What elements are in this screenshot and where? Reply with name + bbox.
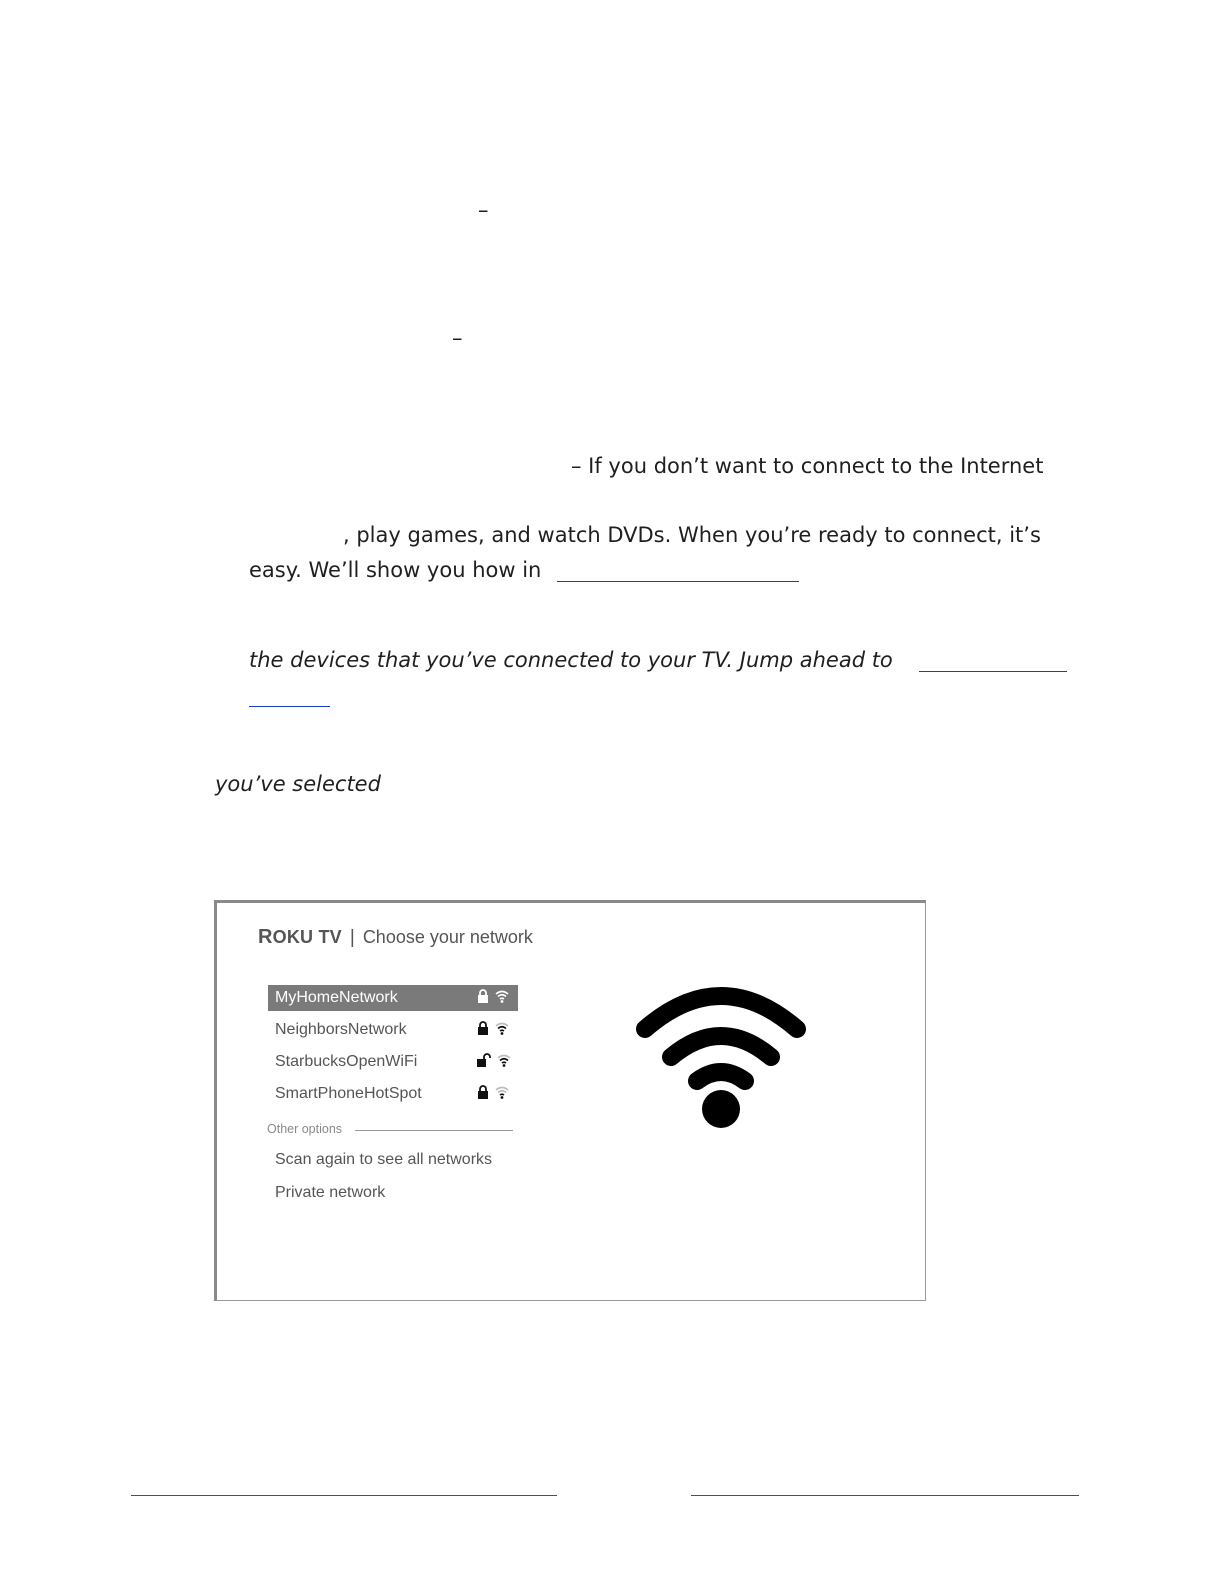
footer-rule-right: [691, 1495, 1079, 1496]
network-name: MyHomeNetwork: [275, 989, 398, 1006]
lock-icon: [477, 989, 489, 1003]
unlock-icon: [477, 1053, 491, 1067]
network-item-neighborsnetwork[interactable]: [268, 1017, 518, 1043]
paragraph-connect-line-2: , play games, and watch DVDs. When you’re ready to connect, it’s: [343, 523, 1041, 547]
wifi-icon: [495, 990, 509, 1003]
dash-mark-2: –: [452, 326, 463, 350]
tv-screenshot: [214, 900, 926, 1301]
option-scan-again[interactable]: Scan again to see all networks: [275, 1151, 493, 1168]
roku-tv-logo: ROKU TV: [258, 926, 342, 948]
network-name: NeighborsNetwork: [275, 1021, 407, 1038]
network-list: [268, 985, 518, 1113]
wifi-icon: [497, 1054, 511, 1067]
link-underline-1[interactable]: [557, 581, 799, 582]
network-item-myhomenetwork[interactable]: [268, 985, 518, 1011]
other-options-header: [267, 1122, 513, 1138]
paragraph-connect-line-1: – If you don’t want to connect to the Internet: [571, 454, 1044, 478]
italic-note-line-1: the devices that you’ve connected to your TV. Jump ahead to: [249, 648, 893, 672]
link-underline-2b[interactable]: [249, 706, 330, 707]
network-item-starbucksopenwifi[interactable]: [268, 1049, 518, 1075]
lock-icon: [477, 1021, 489, 1035]
title-separator: |: [349, 926, 355, 948]
dash-mark-1: –: [478, 198, 489, 222]
paragraph-connect-line-3: easy. We’ll show you how in: [249, 558, 542, 582]
network-item-smartphonehotspot[interactable]: [268, 1081, 518, 1107]
wifi-icon: [495, 1086, 509, 1099]
network-name: StarbucksOpenWiFi: [275, 1053, 418, 1070]
link-underline-2a[interactable]: [919, 671, 1067, 672]
large-wifi-icon: [635, 981, 807, 1131]
italic-note-line-2: you’ve selected: [215, 772, 381, 796]
wifi-icon: [495, 1022, 509, 1035]
other-options-label: Other options: [267, 1122, 343, 1136]
lock-icon: [477, 1085, 489, 1099]
network-name: SmartPhoneHotSpot: [275, 1085, 422, 1102]
section-divider: [355, 1130, 513, 1131]
screen-heading: Choose your network: [362, 927, 533, 947]
tv-title-bar: [258, 926, 533, 949]
option-private-network[interactable]: Private network: [275, 1184, 386, 1201]
footer-rule-left: [131, 1495, 557, 1496]
